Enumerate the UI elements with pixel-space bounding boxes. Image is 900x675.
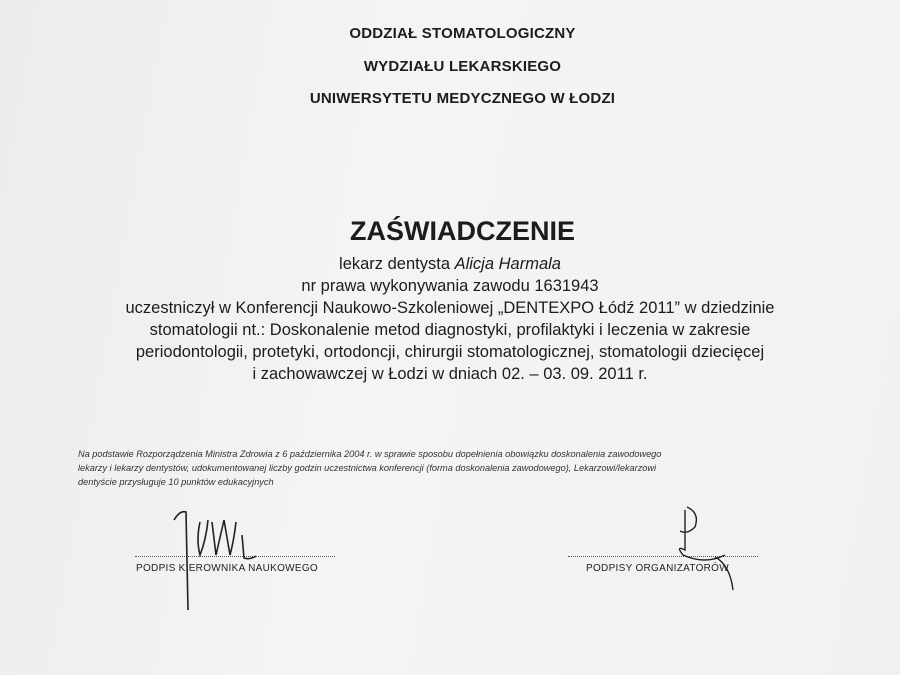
legal-line-2: lekarzy i lekarzy dentystów, udokumentowanej liczby godzin uczestnictwa konferencji (forma doskonalenia zawodowego), Lekarzowi/lekarzowi: [78, 463, 657, 473]
body-line-5: periodontologii, protetyki, ortodoncji, chirurgii stomatologicznej, stomatologii dziecięcej: [135, 343, 765, 361]
body-line-3: uczestniczył w Konferencji Naukowo-Szkoleniowej „DENTEXPO Łódź 2011” w dziedzinie: [125, 299, 775, 317]
legal-line-3: dentyście przysługuje 10 punktów edukacyjnych: [78, 477, 274, 487]
recipient-prefix: lekarz dentysta: [339, 255, 455, 273]
license-line: nr prawa wykonywania zawodu 1631943: [301, 277, 599, 295]
legal-note: [78, 447, 868, 489]
header-line-2: WYDZIAŁU LEKARSKIEGO: [363, 58, 562, 75]
certificate-body: [30, 253, 870, 385]
left-signature-label: PODPIS KIEROWNIKA NAUKOWEGO: [136, 563, 319, 574]
document-title: ZAŚWIADCZENIE: [350, 216, 575, 246]
right-signature-handwriting: [655, 505, 755, 595]
header-line-3: UNIWERSYTETU MEDYCZNEGO W ŁODZI: [309, 90, 616, 107]
header-line-1: ODDZIAŁ STOMATOLOGICZNY: [349, 25, 576, 42]
recipient-name: Alicja Harmala: [454, 255, 561, 273]
legal-line-1: Na podstawie Rozporządzenia Ministra Zdrowia z 6 października 2004 r. w sprawie sposobu dopełnienia obowiązku doskonalenia zawodowego: [78, 449, 662, 459]
body-line-4: stomatologii nt.: Doskonalenie metod diagnostyki, profilaktyki i leczenia w zakresie: [149, 321, 751, 339]
body-line-6: i zachowawczej w Łodzi w dniach 02. – 03. 09. 2011 r.: [252, 365, 648, 383]
right-signature-label: PODPISY ORGANIZATORÓW: [586, 563, 729, 574]
recipient-line: [30, 253, 870, 275]
left-signature-handwriting: [160, 500, 270, 620]
